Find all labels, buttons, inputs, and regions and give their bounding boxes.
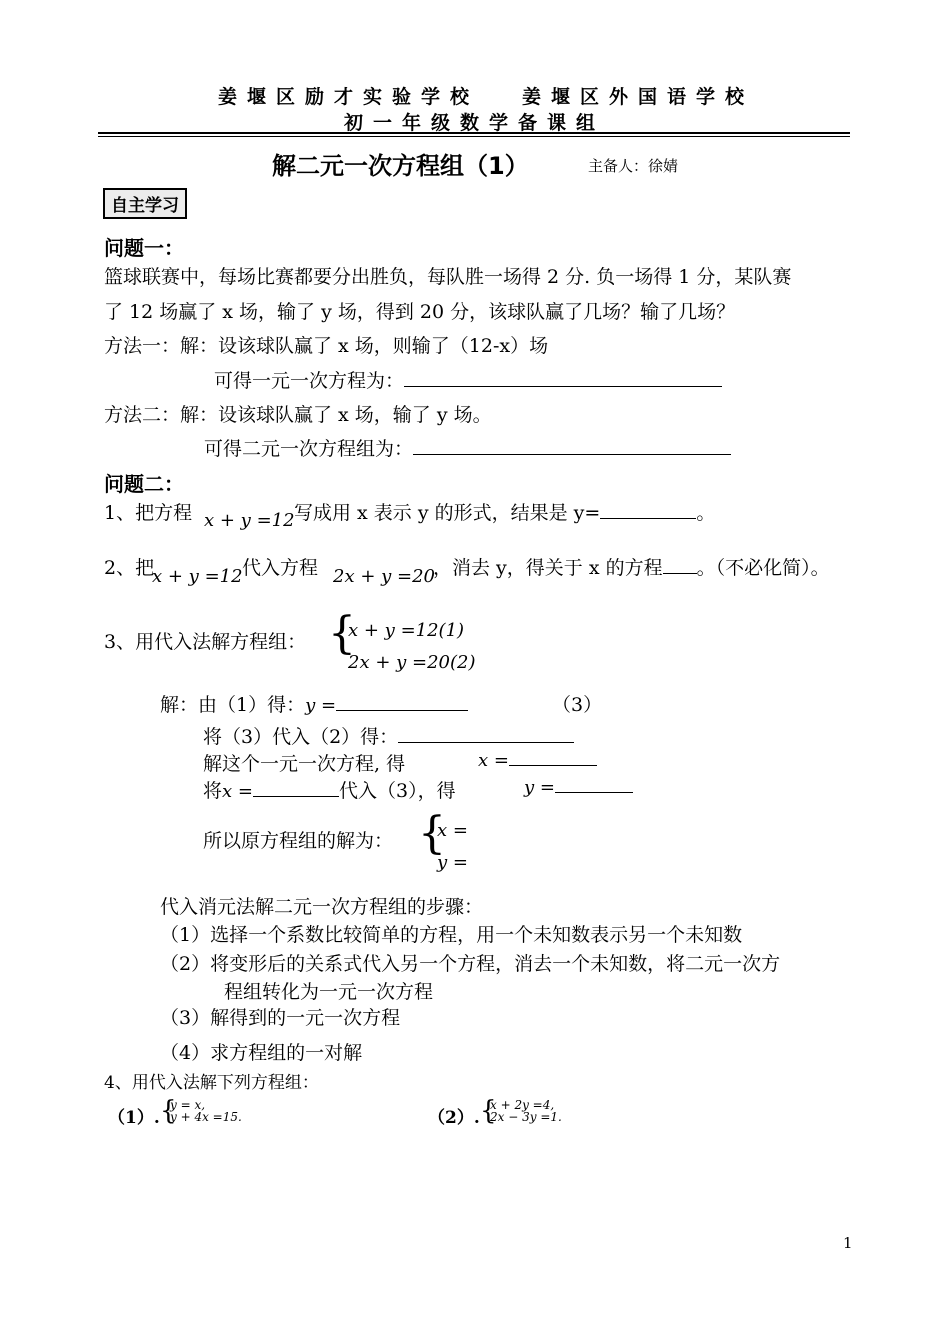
q2-answer-blank[interactable] [663,572,697,574]
sol-line5-brace: { [418,808,446,859]
step-3: （3）解得到的一元一次方程 [160,1007,401,1029]
sol-line3-blank[interactable] [509,764,597,766]
problem2-heading: 问题二： [104,472,184,496]
problem1-heading: 问题一： [104,236,184,260]
step-4: （4）求方程组的一对解 [160,1042,363,1064]
q4-2-brace: { [480,1096,497,1126]
sol-line4-var: x = [222,781,253,802]
q3-system-brace: { [328,608,356,659]
method2-equation-label: 可得二元一次方程组为： [204,438,414,460]
section-label: 自主学习 [103,188,187,219]
q3-equation1: x + y =12(1) [348,620,465,641]
q4-2-eq2: 2x − 3y =1. [490,1110,562,1124]
q3-equation2: 2x + y =20(2) [348,652,476,673]
sol-line1-var: y = [305,695,337,716]
sol-line5-pre: 所以原方程组的解为： [203,830,394,852]
q3-pre: 3、用代入法解方程组： [104,631,307,653]
q1-post: 写成用 x 表示 y 的形式，结果是 y= [294,502,601,524]
q4-1-brace: { [160,1096,177,1126]
step-2-line1: （2）将变形后的关系式代入另一个方程，消去一个未知数，将二元一次方 [160,953,781,975]
sol-line5-x: x = [437,820,468,841]
header-rule-thin [98,136,850,137]
q1-equation: x + y =12 [204,510,295,531]
q2-line [433,553,830,580]
sol-line1 [160,690,468,717]
school-name-left: 姜堰区励才实验学校 [218,86,480,108]
sol-line4-answer [524,776,633,798]
method2-answer-blank[interactable] [413,453,731,455]
q1-line [294,498,715,525]
sol-line4 [203,776,456,803]
q4-1-eq2: y + 4x =15. [170,1110,242,1124]
problem1-text-line2: 了 12 场赢了 x 场，输了 y 场，得到 20 分，该球队赢了几场？输了几场？ [104,301,736,323]
q2-end: 。（不必化简）。 [696,557,830,579]
q4-2-eq1: x + 2y =4, [490,1098,555,1112]
sol-line3-pre: 解这个一元一次方程, 得 [203,753,406,775]
sol-line1-tag: （3） [552,694,603,716]
q4-2-label: （2）. [428,1108,480,1128]
sol-line1-pre: 解：由（1）得： [160,694,306,716]
sol-line4-blank2[interactable] [555,791,633,793]
method1-text: 方法一：解：设该球队赢了 x 场，则输了（12-x）场 [104,335,549,357]
q2-pre: 2、把 [104,557,155,579]
header-rule-thick [98,132,850,134]
sol-line2 [203,722,574,749]
page-number: 1 [843,1234,853,1252]
q4-text: 4、用代入法解下列方程组： [104,1073,319,1093]
preparer: 主备人：徐婧 [588,157,679,175]
q2-equation2: 2x + y =20 [333,566,436,587]
page-title: 解二元一次方程组（1） [272,152,529,180]
q1-answer-blank[interactable] [600,517,696,519]
sol-line5-y: y = [437,852,468,873]
sol-line2-text: 将（3）代入（2）得： [203,726,399,748]
problem1-text-line1: 篮球联赛中，每场比赛都要分出胜负，每队胜一场得 2 分. 负一场得 1 分，某队赛 [104,266,792,288]
q4-1-label: （1）. [108,1108,160,1128]
method1-equation-prompt [214,366,722,393]
steps-title: 代入消元法解二元一次方程组的步骤： [160,896,484,918]
method2-equation-prompt [204,434,731,461]
q2-mid: 代入方程 [242,557,319,579]
q2-post: ，消去 y，得关于 x 的方程 [433,557,663,579]
method1-equation-label: 可得一元一次方程为： [214,370,405,392]
step-1: （1）选择一个系数比较简单的方程，用一个未知数表示另一个未知数 [160,924,743,946]
q2-equation1: x + y =12 [152,566,243,587]
q4-1-eq1: y = x, [170,1098,206,1112]
sol-line3-answer [478,749,597,771]
q1-pre: 1、把方程 [104,502,193,524]
sol-line4-var2: y = [524,777,555,798]
sol-line4-pre: 将 [203,780,223,802]
sol-line2-blank[interactable] [398,741,574,743]
method1-answer-blank[interactable] [404,385,722,387]
grade-group: 初一年级数学备课组 [344,112,606,134]
sol-line4-blank[interactable] [253,795,339,797]
sol-line1-blank[interactable] [336,709,468,711]
sol-line4-mid: 代入（3），得 [338,780,456,802]
step-2-line2: 程组转化为一元一次方程 [224,981,434,1003]
method2-text: 方法二：解：设该球队赢了 x 场，输了 y 场。 [104,404,492,426]
sol-line3-var: x = [478,750,509,771]
school-name-right: 姜堰区外国语学校 [522,86,755,108]
q1-end: 。 [696,502,716,524]
